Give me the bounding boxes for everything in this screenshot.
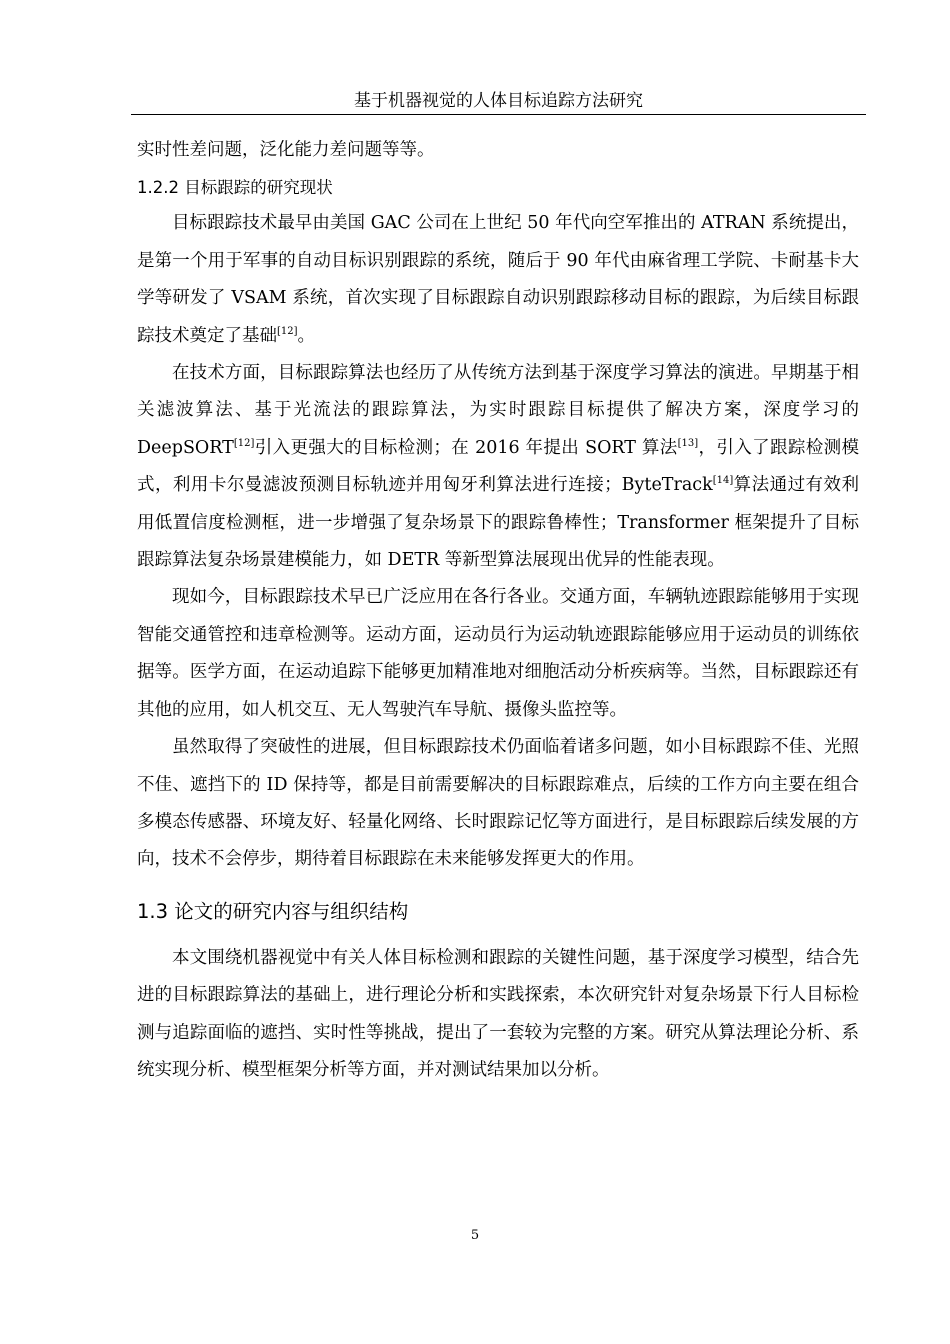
citation-14: [14]: [712, 475, 734, 487]
paragraph-text: 算法通过有效利用低置信度检测框，进一步增强了复杂场景下的跟踪鲁棒性；Transformer 框架提升了目标跟踪算法复杂场景建模能力，如 DETR 等新型算法展现出优异的性能表现。: [137, 475, 859, 571]
paragraph-text: 引入更强大的目标检测；在 2016 年提出 SORT 算法: [254, 437, 678, 458]
citation-13: [13]: [677, 437, 699, 449]
header-rule: [131, 114, 866, 115]
paragraph-history: [137, 205, 859, 355]
paragraph-text: 在技术方面，目标跟踪算法也经历了从传统方法到基于深度学习算法的演进。早期基于相关滤波算法、基于光流法的跟踪算法，为实时跟踪目标提供了解决方案，深度学习的 DeepSORT: [137, 363, 859, 458]
paragraph-text: 目标跟踪技术最早由美国 GAC 公司在上世纪 50 年代向空军推出的 ATRAN 系统提出，是第一个用于军事的自动目标识别跟踪的系统，随后于 90 年代由麻省理工学院、卡耐基卡大学等研发了 VSAM 系统，首次实现了目标跟踪自动识别跟踪移动目标的跟踪，为后续目标跟踪技术奠定了基础: [137, 213, 859, 346]
page-number: 5: [470, 1228, 480, 1243]
paragraph-text: ，引入了跟踪检测模式，利用卡尔曼滤波预测目标轨迹并用匈牙利算法进行连接；ByteTrack: [137, 437, 859, 496]
paragraph-applications: 现如今，目标跟踪技术早已广泛应用在各行各业。交通方面，车辆轨迹跟踪能够用于实现智能交通管控和违章检测等。运动方面，运动员行为运动轨迹跟踪能够应用于运动员的训练依据等。医学方面，在运动追踪下能够更加精准地对细胞活动分析疾病等。当然，目标跟踪还有其他的应用，如人机交互、无人驾驶汽车导航、摄像头监控等。: [137, 587, 859, 720]
paragraph-text: 。: [297, 325, 316, 346]
paragraph-research-content: 本文围绕机器视觉中有关人体目标检测和跟踪的关键性问题，基于深度学习模型，结合先进的目标跟踪算法的基础上，进行理论分析和实践探索，本次研究针对复杂场景下行人目标检测与追踪面临的遮挡、实时性等挑战，提出了一套较为完整的方案。研究从算法理论分析、系统实现分析、模型框架分析等方面，并对测试结果加以分析。: [137, 947, 859, 1080]
paragraph-challenges: 虽然取得了突破性的进展，但目标跟踪技术仍面临着诸多问题，如小目标跟踪不佳、光照不佳、遮挡下的 ID 保持等，都是目前需要解决的目标跟踪难点，后续的工作方向主要在组合多模态传感器、环境友好、轻量化网络、长时跟踪记忆等方面进行，是目标跟踪后续发展的方向，技术不会停步，期待着目标跟踪在未来能够发挥更大的作用。: [137, 737, 859, 870]
paragraph-continuation: 实时性差问题，泛化能力差问题等等。: [137, 140, 435, 160]
section-heading-1-3: 1.3 论文的研究内容与组织结构: [137, 899, 409, 923]
running-header: 基于机器视觉的人体目标追踪方法研究: [354, 91, 643, 111]
paragraph-algorithms: [137, 355, 859, 579]
citation-12: [12]: [233, 437, 255, 449]
page-body: [137, 132, 859, 1089]
section-heading-1-2-2: 1.2.2 目标跟踪的研究现状: [137, 178, 333, 198]
citation-12: [12]: [277, 325, 298, 337]
